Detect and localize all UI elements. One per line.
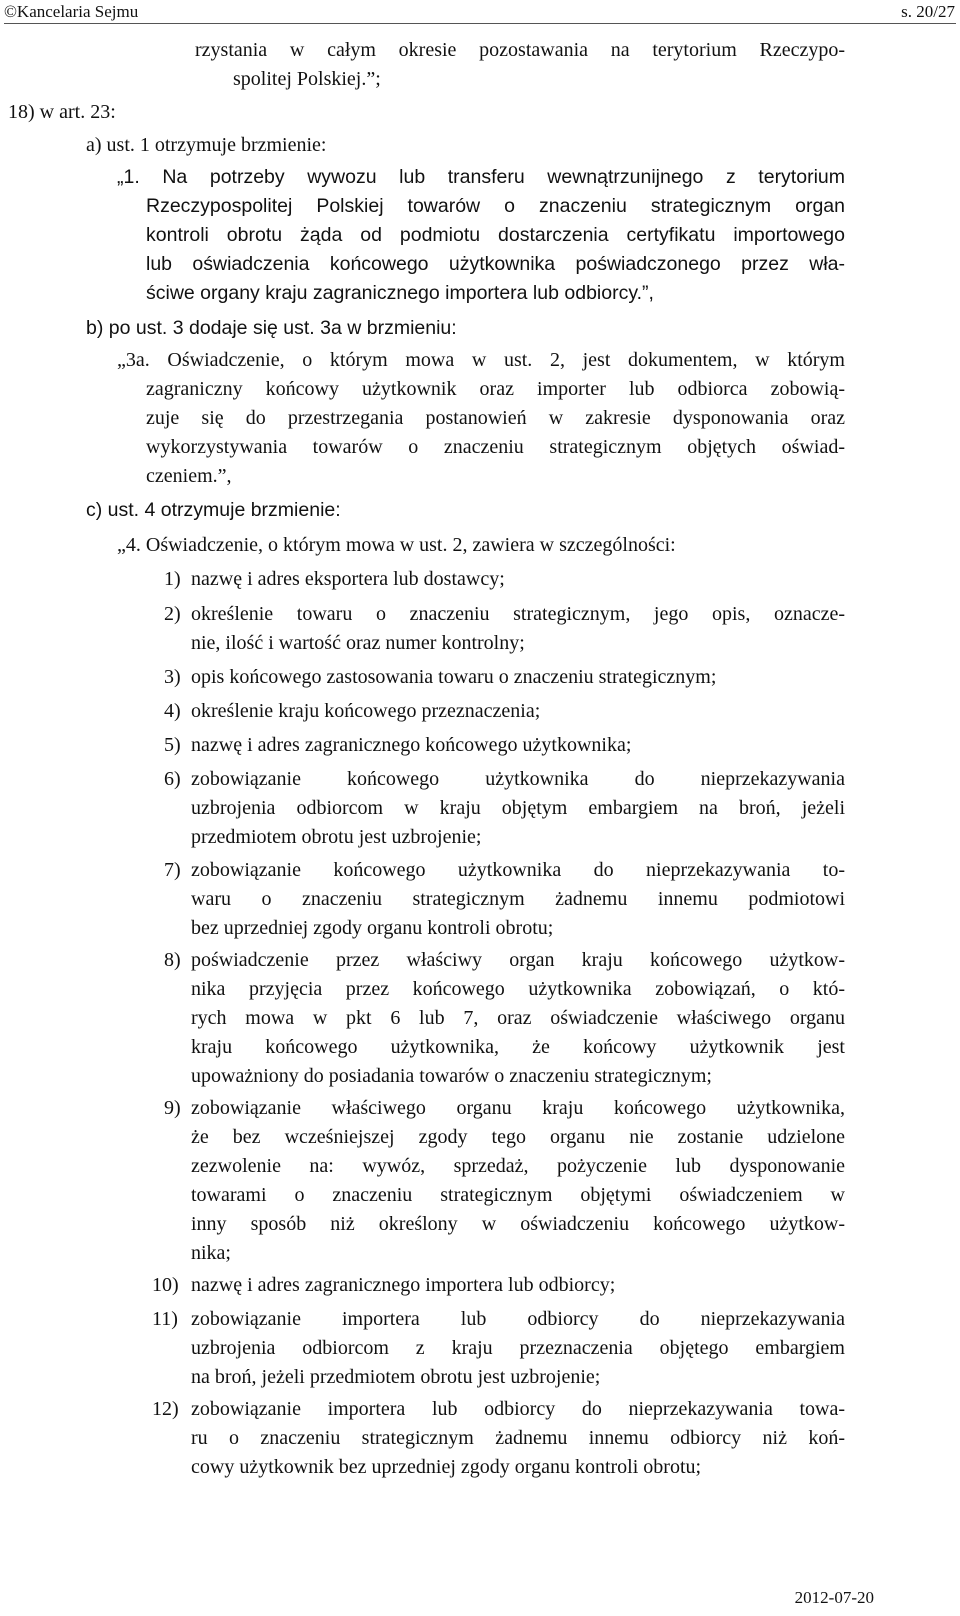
text-line: zagraniczny końcowy użytkownik oraz importer lub odbiorca zobowią- [146, 378, 845, 400]
text-line: poświadczenie przez właściwy organ kraju końcowego użytkow- [191, 949, 845, 971]
paragraph-ust-3a [117, 346, 845, 491]
point-18-heading: 18) w art. 23: [8, 101, 116, 123]
text-line: ściwe organy kraju zagranicznego importera lub odbiorcy.”, [146, 282, 654, 304]
text-line: kraju końcowego użytkownika, że końcowy użytkownik jest [191, 1036, 845, 1058]
text-line: uzbrojenia odbiorcom z kraju przeznaczenia objętego embargiem [191, 1337, 845, 1359]
list-item-number: 11) [152, 1308, 178, 1330]
text-line: „3a. Oświadczenie, o którym mowa w ust. 2, jest dokumentem, w którym [117, 349, 845, 371]
text-line: określenie towaru o znaczeniu strategicznym, jego opis, oznacze- [191, 603, 845, 625]
text-line: spolitej Polskiej.”; [233, 68, 381, 90]
text-line: cowy użytkownik bez uprzedniej zgody organu kontroli obrotu; [191, 1456, 702, 1478]
text-line: nazwę i adres zagranicznego importera lub odbiorcy; [191, 1274, 616, 1296]
text-line: opis końcowego zastosowania towaru o znaczeniu strategicznym; [191, 666, 717, 688]
list-item-number: 12) [152, 1398, 179, 1420]
continuation-paragraph [195, 36, 845, 94]
text-line: Rzeczypospolitej Polskiej towarów o znaczeniu strategicznym organ [146, 195, 845, 217]
list-item-number: 5) [164, 734, 181, 756]
subpoint-b-heading: b) po ust. 3 dodaje się ust. 3a w brzmieniu: [86, 317, 457, 339]
text-line: nika przyjęcia przez końcowego użytkownika zobowiązań, o któ- [191, 978, 845, 1000]
text-line: rych mowa w pkt 6 lub 7, oraz oświadczenie właściwego organu [191, 1007, 845, 1029]
text-line: wykorzystywania towarów o znaczeniu strategicznym objętych oświad- [146, 436, 845, 458]
text-line: zobowiązanie końcowego użytkownika do nieprzekazywania to- [191, 859, 845, 881]
text-line: zobowiązanie importera lub odbiorcy do nieprzekazywania [191, 1308, 845, 1330]
footer-date: 2012-07-20 [794, 1588, 874, 1607]
text-line: zuje się do przestrzegania postanowień w zakresie dysponowania oraz [146, 407, 845, 429]
list-item-number: 10) [152, 1274, 179, 1296]
paragraph-ust-4-intro: „4. Oświadczenie, o którym mowa w ust. 2, zawiera w szczególności: [117, 534, 676, 556]
text-line: waru o znaczeniu strategicznym żadnemu innemu podmiotowi [191, 888, 845, 910]
text-line: przedmiotem obrotu jest uzbrojenie; [191, 826, 482, 848]
text-line: ru o znaczeniu strategicznym żadnemu innemu odbiorcy niż koń- [191, 1427, 845, 1449]
list-item-number: 4) [164, 700, 181, 722]
text-line: nika; [191, 1242, 231, 1264]
text-line: na broń, jeżeli przedmiotem obrotu jest uzbrojenie; [191, 1366, 601, 1388]
text-line: uzbrojenia odbiorcom w kraju objętym embargiem na broń, jeżeli [191, 797, 845, 819]
text-line: nazwę i adres zagranicznego końcowego użytkownika; [191, 734, 632, 756]
text-line: „1. Na potrzeby wywozu lub transferu wewnątrzunijnego z terytorium [117, 166, 845, 188]
list-item-number: 3) [164, 666, 181, 688]
text-line: zezwolenie na: wywóz, sprzedaż, pożyczenie lub dysponowanie [191, 1155, 845, 1177]
text-line: czeniem.”, [146, 465, 232, 487]
text-line: kontroli obrotu żąda od podmiotu dostarczenia certyfikatu importowego [146, 224, 845, 246]
header-source: ©Kancelaria Sejmu [4, 2, 139, 21]
list-item-number: 1) [164, 568, 181, 590]
paragraph-ust-1 [117, 163, 845, 308]
text-line: bez uprzedniej zgody organu kontroli obrotu; [191, 917, 554, 939]
list-item-number: 9) [164, 1097, 181, 1119]
text-line: towarami o znaczeniu strategicznym objętymi oświadczeniem w [191, 1184, 845, 1206]
header-page-number: s. 20/27 [901, 2, 955, 21]
text-line: zobowiązanie właściwego organu kraju końcowego użytkownika, [191, 1097, 845, 1119]
text-line: zobowiązanie końcowego użytkownika do nieprzekazywania [191, 768, 845, 790]
text-line: zobowiązanie importera lub odbiorcy do nieprzekazywania towa- [191, 1398, 845, 1420]
subpoint-a-heading: a) ust. 1 otrzymuje brzmienie: [86, 134, 327, 156]
text-line: inny sposób niż określony w oświadczeniu końcowego użytkow- [191, 1213, 845, 1235]
header-divider [4, 23, 956, 24]
list-item-number: 8) [164, 949, 181, 971]
list-item-number: 7) [164, 859, 181, 881]
text-line: nazwę i adres eksportera lub dostawcy; [191, 568, 505, 590]
text-line: że bez wcześniejszej zgody tego organu nie zostanie udzielone [191, 1126, 845, 1148]
text-line: upoważniony do posiadania towarów o znaczeniu strategicznym; [191, 1065, 712, 1087]
text-line: określenie kraju końcowego przeznaczenia; [191, 700, 541, 722]
text-line: nie, ilość i wartość oraz numer kontrolny; [191, 632, 525, 654]
subpoint-c-heading: c) ust. 4 otrzymuje brzmienie: [86, 499, 341, 521]
list-item-number: 2) [164, 603, 181, 625]
text-line: rzystania w całym okresie pozostawania na terytorium Rzeczypo- [195, 39, 845, 61]
list-item-number: 6) [164, 768, 181, 790]
text-line: lub oświadczenia końcowego użytkownika poświadczonego przez wła- [146, 253, 845, 275]
